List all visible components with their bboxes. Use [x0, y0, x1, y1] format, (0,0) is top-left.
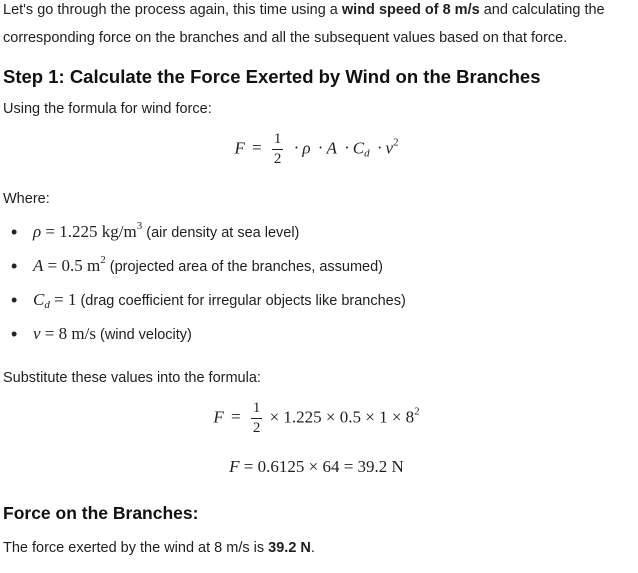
force-heading: Force on the Branches:	[3, 503, 199, 523]
formula-exponent: 2	[393, 136, 399, 149]
var-symbol: ρ	[33, 222, 42, 241]
step1-heading: Step 1: Calculate the Force Exerted by Wind on the Branches	[3, 66, 541, 87]
var-description: (projected area of the branches, assumed)	[109, 259, 383, 275]
result-expression: = 0.6125 × 64 = 39.2 N	[243, 457, 404, 476]
force-conclusion	[3, 537, 630, 559]
formula-lead: Using the formula for wind force:	[3, 101, 212, 117]
substitute-lead: Substitute these values into the formula:	[3, 370, 261, 386]
conclusion-text: The force exerted by the wind at 8 m/s is	[3, 540, 269, 556]
result-lhs: F	[229, 457, 240, 476]
fraction-numerator: 1	[251, 401, 263, 419]
list-item	[33, 249, 630, 283]
calc-equals: =	[230, 407, 241, 427]
list-item	[33, 215, 630, 249]
calc-product: × 1.225 × 0.5 × 1 × 8	[269, 407, 415, 427]
formula-dot: ·	[344, 138, 350, 158]
intro-text-end: and calculating the corresponding force on the branches and all the subsequent values based on that force.	[3, 2, 605, 46]
var-value: 1	[67, 290, 77, 309]
calc-fraction	[251, 401, 263, 436]
var-symbol: C	[33, 290, 45, 309]
var-value: 0.5 m	[61, 256, 101, 275]
var-description: (drag coefficient for irregular objects like branches)	[80, 293, 406, 309]
var-description: (wind velocity)	[99, 327, 192, 343]
var-value: 8 m/s	[58, 324, 96, 343]
formula-lhs: F	[234, 138, 245, 158]
force-result-formula	[3, 455, 630, 479]
fraction-denominator: 2	[252, 420, 261, 436]
list-item	[33, 317, 630, 351]
intro-bold-wind-speed: wind speed of 8 m/s	[341, 2, 480, 18]
wind-force-formula	[3, 132, 630, 176]
formula-fraction	[272, 132, 284, 167]
var-equals: =	[54, 290, 64, 309]
var-description: (air density at sea level)	[146, 225, 300, 241]
formula-subscript-d: d	[364, 147, 370, 160]
variables-list	[3, 215, 630, 351]
formula-dot: ·	[293, 138, 300, 158]
calc-exponent: 2	[414, 405, 420, 418]
var-symbol: A	[33, 256, 44, 275]
formula-dot: ·	[317, 138, 324, 158]
var-equals: =	[47, 256, 58, 275]
var-symbol: v	[33, 324, 41, 343]
intro-text-start: Let's go through the process again, this time using a	[3, 2, 342, 18]
conclusion-period: .	[310, 540, 315, 556]
where-label: Where:	[3, 191, 50, 207]
formula-rho: ρ	[302, 138, 311, 158]
formula-drag-coefficient: C	[352, 138, 365, 158]
var-value: 1.225 kg/m	[59, 222, 137, 241]
calc-lhs: F	[213, 407, 224, 427]
formula-area: A	[326, 138, 337, 158]
conclusion-force-value: 39.2 N	[268, 540, 311, 556]
var-subscript: d	[44, 299, 50, 311]
list-item	[33, 283, 630, 317]
var-equals: =	[44, 324, 55, 343]
var-equals: =	[45, 222, 56, 241]
fraction-numerator: 1	[272, 132, 284, 150]
formula-equals: =	[252, 138, 262, 158]
substituted-formula	[3, 401, 630, 445]
fraction-denominator: 2	[273, 151, 282, 167]
formula-dot: ·	[376, 138, 383, 158]
var-exponent: 2	[100, 254, 106, 266]
formula-velocity: v	[385, 138, 394, 158]
intro-paragraph	[3, 0, 630, 52]
var-exponent: 3	[136, 220, 143, 232]
